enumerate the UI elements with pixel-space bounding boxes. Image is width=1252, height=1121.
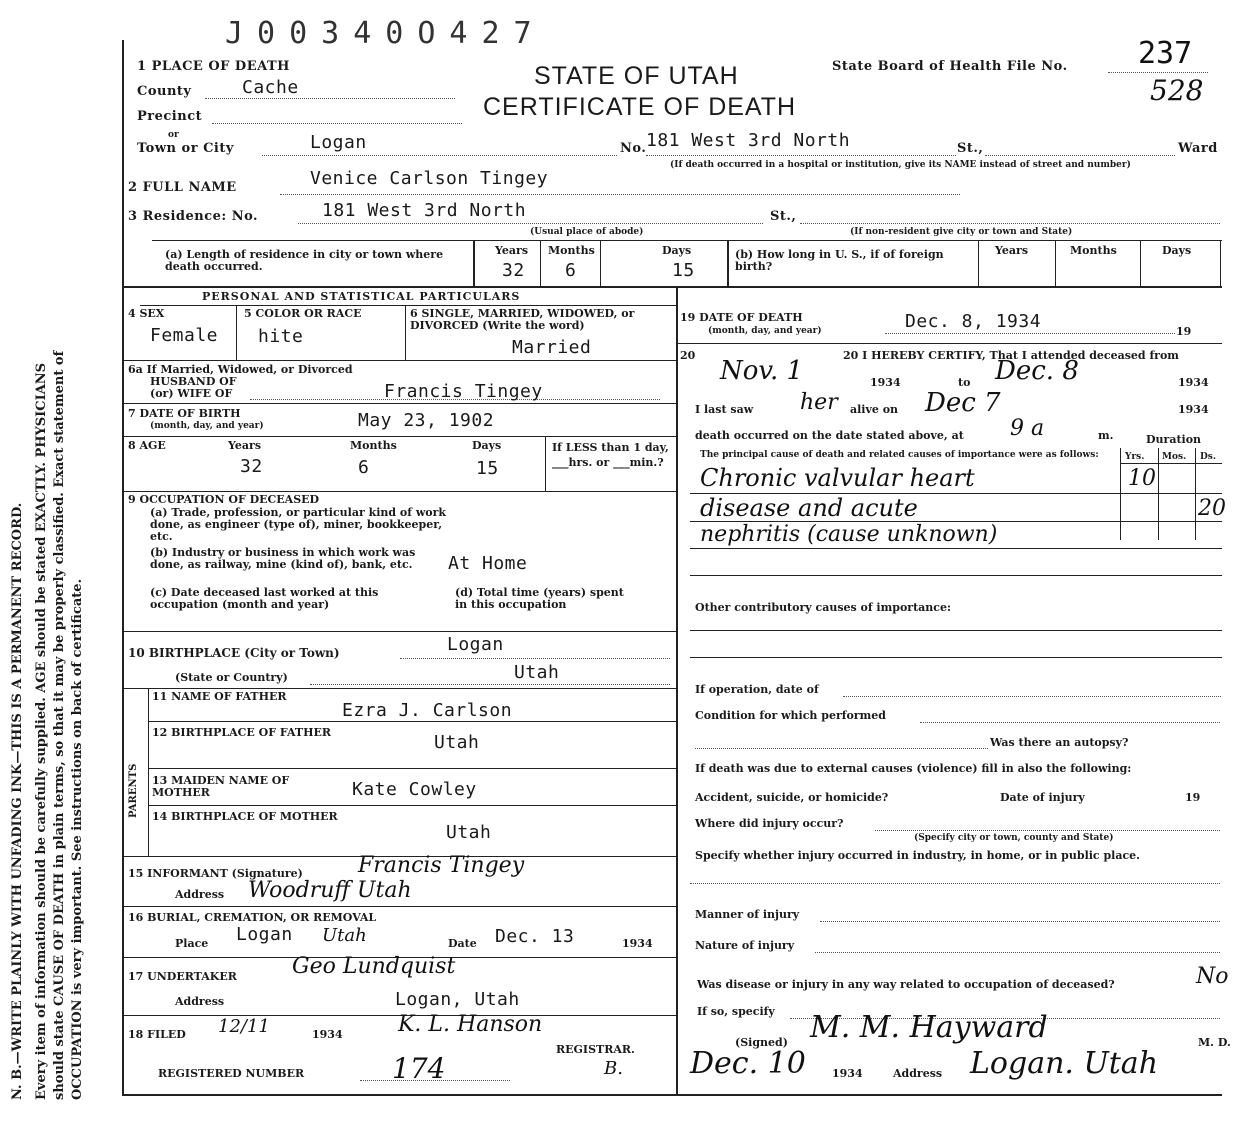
burial-date: Dec. 13 (495, 926, 575, 947)
death-time: 9 a (1010, 416, 1045, 441)
burial-place-label: Place (175, 937, 209, 950)
m-label: m. (1098, 429, 1114, 442)
occupation-a-label: (a) Trade, profession, or particular kind of work done, as engineer (type of), miner, bookkeeper, etc. (150, 506, 447, 543)
cause-1-years: 10 (1128, 466, 1156, 491)
alive-on-date: Dec 7 (925, 388, 1001, 418)
hospital-note: (If death occurred in a hospital or institution, give its NAME instead of street and number) (670, 160, 1131, 170)
birthplace-state-label: (State or Country) (175, 671, 288, 684)
md-label: M. D. (1198, 1036, 1231, 1049)
filed-label: 18 FILED (128, 1028, 186, 1041)
signed-label: (Signed) (735, 1036, 788, 1049)
father-birthplace: Utah (434, 732, 480, 753)
age-months-value: 6 (358, 457, 370, 478)
informant-label: 15 INFORMANT (Signature) (128, 867, 303, 880)
us-months-label: Months (1070, 244, 1117, 257)
mother-label: 13 MAIDEN NAME OF MOTHER (152, 774, 290, 799)
physician-signature: M. M. Hayward (810, 1010, 1048, 1045)
sex-label: 4 SEX (128, 307, 165, 320)
town-label: Town or City (137, 141, 234, 156)
occupation-related-question: Was disease or injury in any way related to occupation of deceased? (697, 978, 1115, 991)
burial-year: 1934 (622, 937, 653, 950)
attended-to-year: 1934 (1178, 376, 1209, 389)
file-number: 237 (1138, 36, 1193, 71)
informant-address: Woodruff Utah (248, 878, 412, 903)
full-name-label: 2 FULL NAME (128, 180, 237, 195)
duration-ds-label: Ds. (1200, 452, 1217, 462)
dod-year-prefix: 19 (1176, 325, 1192, 338)
residence-years: 32 (502, 260, 525, 281)
us-days-label: Days (1162, 244, 1192, 257)
if-so-specify-label: If so, specify (697, 1005, 775, 1018)
undertaker-address-label: Address (175, 995, 225, 1008)
last-saw-label: I last saw (695, 403, 754, 416)
operation-label: If operation, date of (695, 683, 819, 696)
place-of-death-label: 1 PLACE OF DEATH (137, 59, 290, 74)
duration-label: Duration (1146, 433, 1202, 446)
physician-address-label: Address (893, 1067, 943, 1080)
to-label: to (958, 376, 971, 389)
burial-date-label: Date (448, 937, 477, 950)
county-label: County (137, 84, 192, 99)
us-residence-label: (b) How long in U. S., if of foreign birth? (735, 248, 944, 273)
cause-line-2: disease and acute (700, 494, 918, 522)
age-months-label: Months (350, 439, 397, 452)
certify-number: 20 (680, 349, 696, 362)
registrar-label: REGISTRAR. (556, 1043, 635, 1056)
residence-label: 3 Residence: No. (128, 209, 259, 224)
spouse-label-1: 6a If Married, Widowed, or Divorced (128, 363, 353, 376)
mother-birthplace-label: 14 BIRTHPLACE OF MOTHER (152, 810, 338, 823)
registered-number: 174 (392, 1052, 446, 1085)
age-years-value: 32 (240, 456, 263, 477)
manner-label: Manner of injury (695, 908, 800, 921)
death-occurred-label: death occurred on the date stated above, at (695, 429, 964, 442)
father-value: Ezra J. Carlson (342, 700, 513, 721)
undertaker-label: 17 UNDERTAKER (128, 970, 237, 983)
occupation-b-value: At Home (448, 553, 528, 574)
residence-street-label: St., (770, 209, 797, 224)
street-value: 181 West 3rd North (646, 130, 851, 151)
less-than-day-label: If LESS than 1 day, ___hrs. or ___min.? (552, 441, 669, 469)
registrar-signature: K. L. Hanson (398, 1012, 543, 1037)
residence-days: 15 (672, 260, 695, 281)
sidebar-line-3: should state CAUSE OF DEATH in plain terms, so that it may be properly classified. Exact statement of (52, 350, 67, 1100)
father-label: 11 NAME OF FATHER (152, 690, 287, 703)
father-birthplace-label: 12 BIRTHPLACE OF FATHER (152, 726, 332, 739)
burial-place: Logan (236, 924, 293, 945)
parents-label: PARENTS (128, 763, 139, 818)
attended-to-date: Dec. 8 (995, 356, 1079, 386)
age-days-value: 15 (476, 458, 499, 479)
file-number-label: State Board of Health File No. (832, 59, 1068, 74)
date-of-death-value: Dec. 8, 1934 (905, 311, 1042, 332)
occupation-c-label: (c) Date deceased last worked at this occupation (month and year) (150, 586, 379, 611)
spouse-label-2: HUSBAND OF (150, 375, 237, 388)
last-saw-pronoun: her (800, 390, 838, 415)
accident-label: Accident, suicide, or homicide? (695, 791, 889, 804)
signed-date: Dec. 10 (690, 1046, 806, 1081)
street-label: St., (957, 141, 984, 156)
nature-label: Nature of injury (695, 939, 795, 952)
spouse-label-3: (or) WIFE OF (150, 387, 233, 400)
date-of-death-label: 19 DATE OF DEATH (680, 311, 803, 324)
date-of-death-sub-label: (month, day, and year) (708, 326, 822, 336)
age-label: 8 AGE (128, 439, 166, 452)
informant-address-label: Address (175, 888, 225, 901)
age-days-label: Days (472, 439, 502, 452)
attended-from-date: Nov. 1 (720, 356, 804, 386)
occupation-d-label: (d) Total time (years) spent in this occupation (455, 586, 624, 611)
injury-year-label: 19 (1185, 791, 1201, 804)
sex-value: Female (150, 325, 219, 346)
certify-label: 20 I HEREBY CERTIFY, That I attended deceased from (843, 349, 1179, 362)
sidebar-line-2: Every item of information should be carefully supplied. AGE should be stated EXACTLY. PHYSICIANS (34, 362, 49, 1100)
cause-line-1: Chronic valvular heart (700, 464, 975, 492)
certificate-title: CERTIFICATE OF DEATH (483, 93, 797, 121)
number-label: No. (620, 141, 647, 156)
dob-label: 7 DATE OF BIRTH (128, 407, 241, 420)
us-years-label: Years (995, 244, 1029, 257)
informant-signature: Francis Tingey (358, 853, 525, 878)
injury-where-label: Where did injury occur? (695, 817, 844, 830)
burial-place-handwritten: Utah (322, 925, 367, 946)
state-title: STATE OF UTAH (534, 62, 739, 90)
signed-year: 1934 (832, 1067, 863, 1080)
years-label: Years (495, 244, 529, 257)
alive-on-year: 1934 (1178, 403, 1209, 416)
full-name-value: Venice Carlson Tingey (310, 168, 549, 189)
duration-mos-label: Mos. (1162, 452, 1187, 462)
duration-yrs-label: Yrs. (1125, 452, 1145, 462)
autopsy-label: Was there an autopsy? (990, 736, 1129, 749)
nonresident-note: (If non-resident give city or town and State) (850, 227, 1073, 237)
undertaker-address: Logan, Utah (395, 989, 520, 1010)
or-label: or (168, 130, 179, 140)
birthplace-city: Logan (447, 634, 504, 655)
marital-label: 6 SINGLE, MARRIED, WIDOWED, or DIVORCED (Write the word) (410, 307, 635, 332)
external-causes-label: If death was due to external causes (violence) fill in also the following: (695, 762, 1132, 775)
file-number-handwritten: 528 (1150, 74, 1204, 107)
residence-months: 6 (565, 260, 577, 281)
registered-number-label: REGISTERED NUMBER (158, 1067, 305, 1080)
usual-abode-note: (Usual place of abode) (530, 227, 644, 237)
residence-value: 181 West 3rd North (322, 200, 527, 221)
length-of-residence-label: (a) Length of residence in city or town where death occurred. (165, 248, 444, 273)
filed-year: 1934 (312, 1028, 343, 1041)
cause-2-days: 20 (1198, 496, 1226, 521)
sidebar-line-1: N. B.—WRITE PLAINLY WITH UNFADING INK—THIS IS A PERMANENT RECORD. (10, 502, 25, 1100)
county-value: Cache (242, 77, 299, 98)
town-value: Logan (310, 132, 367, 153)
months-label: Months (548, 244, 595, 257)
condition-label: Condition for which performed (695, 709, 886, 722)
dob-sub-label: (month, day, and year) (150, 421, 264, 431)
personal-section-title: PERSONAL AND STATISTICAL PARTICULARS (202, 290, 521, 303)
sidebar-line-4: OCCUPATION is very important. See instructions on back of certificate. (70, 578, 85, 1100)
occupation-label: 9 OCCUPATION OF DECEASED (128, 493, 320, 506)
precinct-label: Precinct (137, 109, 203, 124)
birthplace-label: 10 BIRTHPLACE (City or Town) (128, 646, 340, 660)
contributory-label: Other contributory causes of importance: (695, 601, 952, 614)
burial-label: 16 BURIAL, CREMATION, OR REMOVAL (128, 911, 377, 924)
marital-value: Married (512, 337, 592, 358)
serial-number: J00340O427 (225, 16, 546, 51)
cause-intro-label: The principal cause of death and related causes of importance were as follows: (700, 450, 1099, 460)
dob-value: May 23, 1902 (358, 410, 495, 431)
physician-address: Logan. Utah (970, 1046, 1159, 1081)
registrar-initial: B. (604, 1058, 623, 1079)
occupation-b-label: (b) Industry or business in which work was done, as railway, mine (kind of), bank, etc. (150, 546, 416, 571)
age-years-label: Years (228, 439, 262, 452)
injury-specify-label: Specify whether injury occurred in industry, in home, or in public place. (695, 849, 1140, 862)
injury-where-note: (Specify city or town, county and State) (914, 833, 1114, 843)
injury-date-label: Date of injury (1000, 791, 1085, 804)
filed-date: 12/11 (218, 1016, 270, 1037)
mother-birthplace: Utah (446, 822, 492, 843)
color-label: 5 COLOR OR RACE (244, 307, 362, 320)
alive-on-label: alive on (850, 403, 899, 416)
attended-from-year: 1934 (870, 376, 901, 389)
color-value: hite (258, 326, 304, 347)
spouse-value: Francis Tingey (384, 381, 543, 402)
undertaker-signature: Geo Lundquist (292, 954, 456, 979)
days-label: Days (662, 244, 692, 257)
occupation-related-answer: No (1196, 964, 1229, 989)
birthplace-state: Utah (514, 662, 560, 683)
mother-value: Kate Cowley (352, 779, 477, 800)
cause-line-3: nephritis (cause unknown) (700, 522, 998, 547)
ward-label: Ward (1178, 141, 1218, 156)
